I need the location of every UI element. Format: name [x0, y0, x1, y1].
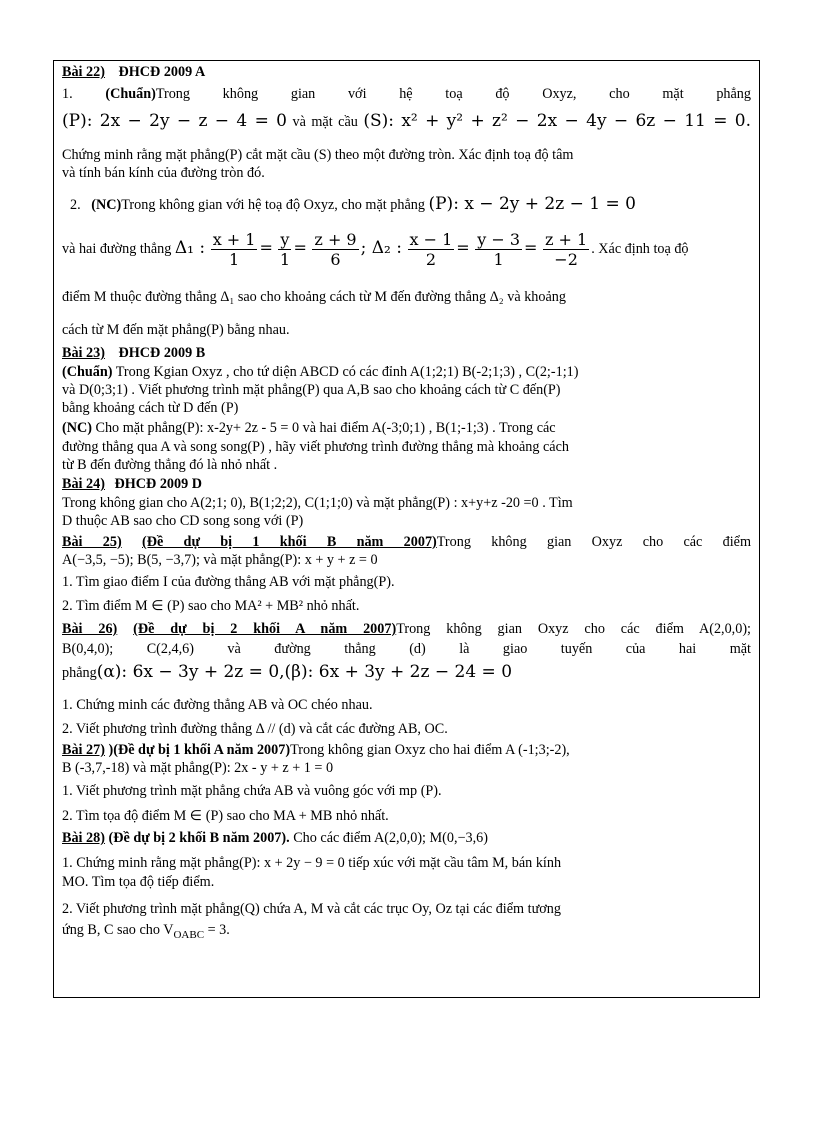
b24-heading: Bài 24) ĐHCĐ 2009 D [62, 476, 203, 492]
b25-heading: Bài 25) (Đề dự bị 1 khối B năm 2007)Trong không gian Oxyz cho các điểm [62, 534, 751, 550]
b22-line8: cách từ M đến mặt phẳng(P) bằng nhau. [62, 322, 290, 338]
frac-4: $\frac{x - 1}{2}$ [409, 230, 453, 270]
problem-box [53, 60, 760, 998]
frac-1: $\frac{x + 1}{1}$ [212, 230, 256, 270]
b26-heading: Bài 26) (Đề dự bị 2 khối A năm 2007)Trong không gian Oxyz cho các điểm A(2,0,0); [62, 621, 751, 637]
frac-5: $\frac{y - 3}{1}$ [477, 230, 521, 270]
b22-line3: Chứng minh rằng mặt phẳng(P) cắt mặt cầu (S) theo một đường tròn. Xác định toạ độ tâm [62, 147, 574, 163]
frac-3: $\frac{z + 9}{6}$ [314, 230, 357, 270]
b26-line4: 1. Chứng minh các đường thẳng AB và OC chéo nhau. [62, 697, 373, 713]
b25-line4: 2. Tìm điểm M ∈ (P) sao cho MA² + MB² nhỏ nhất. [62, 598, 360, 614]
b27-line4: 2. Tìm tọa độ điểm M ∈ (P) sao cho MA + MB nhỏ nhất. [62, 808, 389, 824]
b25-line3: 1. Tìm giao điểm I của đường thẳng AB với mặt phẳng(P). [62, 574, 395, 590]
b23-line6: từ B đến đường thẳng đó là nhỏ nhất . [62, 457, 278, 473]
b22-heading: Bài 22) ĐHCĐ 2009 A [62, 64, 206, 80]
b28-line3: MO. Tìm tọa độ tiếp điểm. [62, 874, 215, 890]
b22-line2: (P): 2x − 2y − z − 4 = 0 và mặt cầu (S): x² + y² + z² − 2x − 4y − 6z − 11 = 0. [62, 111, 751, 131]
b24-line1: Trong không gian cho A(2;1; 0), B(1;2;2), C(1;1;0) và mặt phẳng(P) : x+y+z -20 =0 . Tìm [62, 495, 573, 511]
frac-2: $\frac{y}{1}$ [279, 230, 291, 270]
b27-line3: 1. Viết phương trình mặt phẳng chứa AB và vuông góc với mp (P). [62, 783, 442, 799]
b28-line5: ứng B, C sao cho $V_{OABC} = 3$. [62, 922, 230, 941]
b24-line2: D thuộc AB sao cho CD song song với (P) [62, 513, 304, 529]
b23-line3: bằng khoảng cách từ D đến (P) [62, 400, 239, 416]
b22-line5: 2. (NC)Trong không gian với hệ toạ độ Oxyz, cho mặt phẳng (P): x − 2y + 2z − 1 = 0 [70, 194, 636, 214]
b26-line5: 2. Viết phương trình đường thẳng Δ // (d) và cắt các đường AB, OC. [62, 721, 448, 737]
b28-heading: Bài 28) (Đề dự bị 2 khối B năm 2007). Cho các điểm A(2,0,0); M(0,−3,6) [62, 830, 488, 846]
b22-line4: và tính bán kính của đường tròn đó. [62, 165, 265, 181]
b22-line7: điểm M thuộc đường thẳng Δ₁ sao cho khoảng cách từ M đến đường thẳng Δ₂ và khoảng [62, 289, 566, 305]
b27-line2: B (-3,7,-18) và mặt phẳng(P): 2x - y + z + 1 = 0 [62, 760, 334, 776]
b22-line6: và hai đường thẳng Δ₁ : $\frac{x + 1}{1}$ = $\frac{y}{1}$ = $\frac{z + 9}{6}$ ; Δ₂ : $\frac{x - 1}{2}$ = $\frac{y - 3}{1}$ = $\frac{z + 1}{-2}$ . Xác định toạ độ [62, 230, 689, 270]
frac-6: $\frac{z + 1}{-2}$ [545, 230, 588, 270]
b23-line2: và D(0;3;1) . Viết phương trình mặt phẳng(P) qua A,B sao cho khoảng cách từ C đến(P) [62, 382, 561, 398]
b27-heading: Bài 27) )(Đề dự bị 1 khối A năm 2007)Trong không gian Oxyz cho hai điểm A (-1;3;-2), [62, 742, 570, 758]
b26-line3: phẳng(α): 6x − 3y + 2z = 0,(β): 6x + 3y + 2z − 24 = 0 [62, 662, 513, 682]
b23-line1: (Chuẩn) Trong Kgian Oxyz , cho tứ diện ABCD có các đỉnh A(1;2;1) B(-2;1;3) , C(2;-1;1) [62, 364, 579, 380]
b25-line2: A(−3,5, −5); B(5, −3,7); và mặt phẳng(P): x + y + z = 0 [62, 552, 378, 568]
b28-line4: 2. Viết phương trình mặt phẳng(Q) chứa A, M và cắt các trục Oy, Oz tại các điểm tương [62, 901, 561, 917]
b22-line1: 1. (Chuẩn)Trong không gian với hệ toạ độ Oxyz, cho mặt phẳng [62, 86, 751, 102]
b23-line4: (NC) Cho mặt phẳng(P): x-2y+ 2z - 5 = 0 và hai điểm A(-3;0;1) , B(1;-1;3) . Trong các [62, 420, 556, 436]
b28-line2: 1. Chứng minh rằng mặt phẳng(P): x + 2y − 9 = 0 tiếp xúc với mặt cầu tâm M, bán kính [62, 855, 562, 871]
b23-heading: Bài 23) ĐHCĐ 2009 B [62, 345, 206, 361]
b23-line5: đường thẳng qua A và song song(P) , hãy viết phương trình đường thẳng mà khoảng cách [62, 439, 569, 455]
b26-line2: B(0,4,0); C(2,4,6) và đường thẳng (d) là giao tuyến của hai mặt [62, 641, 751, 657]
